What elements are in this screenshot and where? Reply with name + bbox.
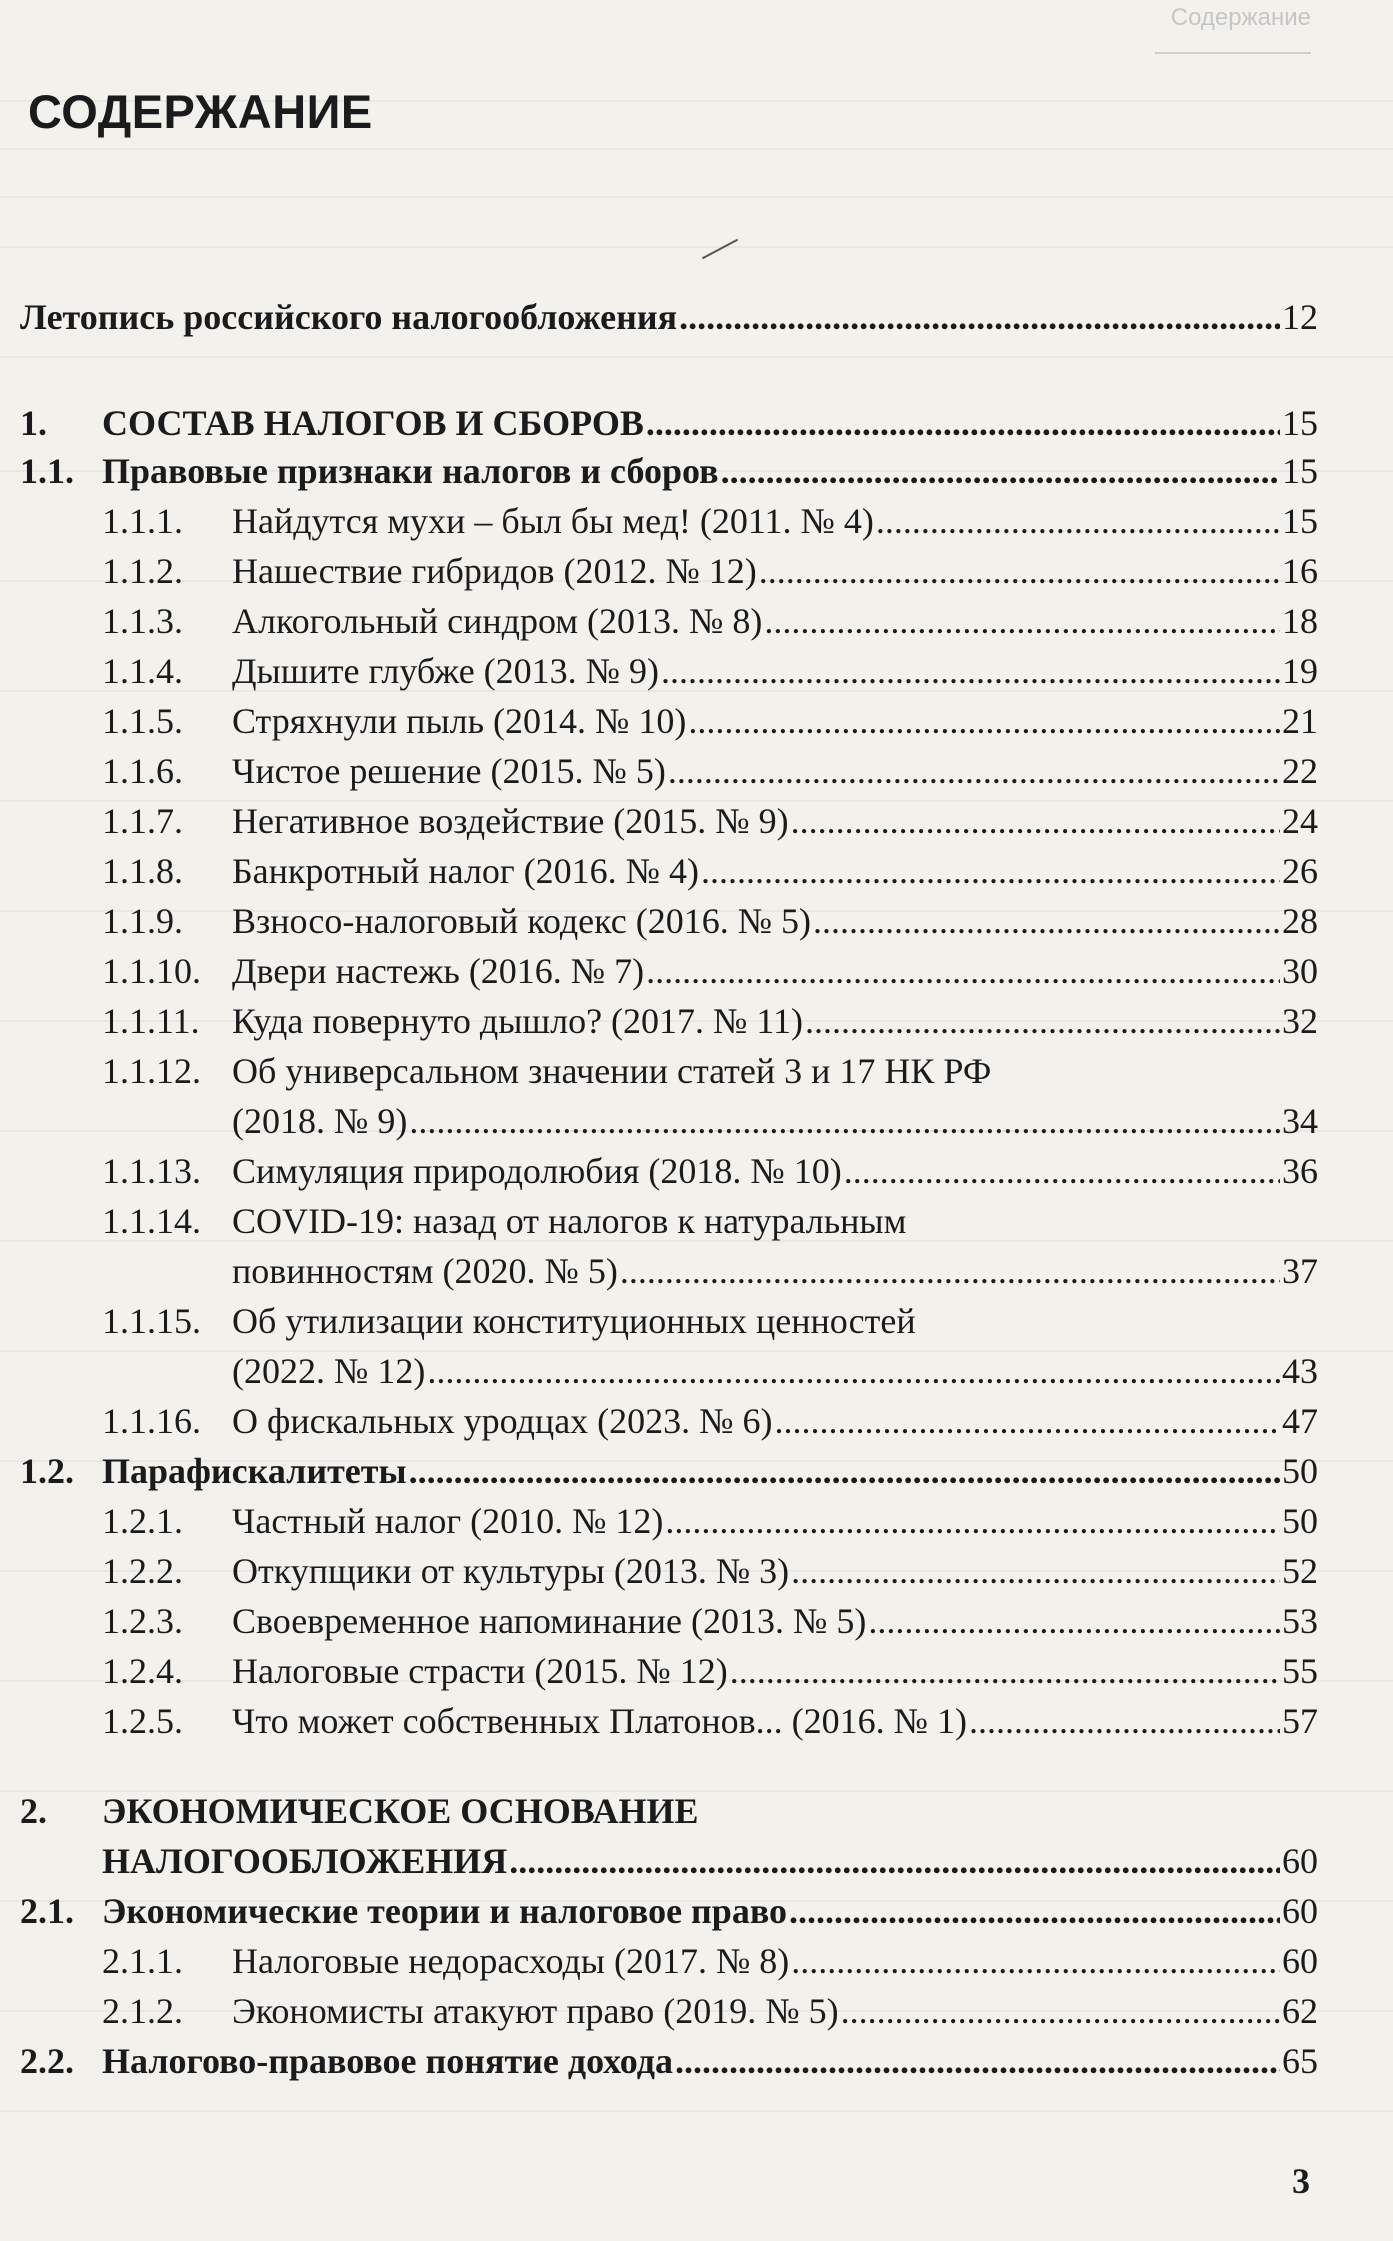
- toc-entry[interactable]: [0, 1696, 1318, 1746]
- toc-entry[interactable]: [0, 596, 1318, 646]
- toc-entry-title: НАЛОГООБЛОЖЕНИЯ: [102, 1841, 508, 1881]
- dot-leader: [409, 1096, 1280, 1146]
- toc-entry[interactable]: [0, 696, 1318, 746]
- toc-entry-page: 28: [1282, 901, 1318, 941]
- toc-entry-number: 1.1.14.: [102, 1201, 201, 1241]
- dot-leader: [876, 496, 1280, 546]
- toc-entry-title-line1: Об универсальном значении статей 3 и 17 НК РФ: [232, 1051, 992, 1091]
- toc-entry-page: 37: [1282, 1251, 1318, 1291]
- toc-entry-number: 1.1.3.: [102, 601, 183, 641]
- toc-entry[interactable]: [0, 1546, 1318, 1596]
- toc-entry-number: 1.1.2.: [102, 551, 183, 591]
- toc-entry-title: Негативное воздействие (2015. № 9): [232, 801, 789, 841]
- dot-leader: [427, 1346, 1280, 1396]
- toc-entry-number: 1.1.10.: [102, 951, 201, 991]
- toc-entry[interactable]: [0, 1146, 1318, 1196]
- toc-entry-page: 24: [1282, 801, 1318, 841]
- toc-entry-page: 15: [1282, 451, 1318, 491]
- toc-entry-title-line1: COVID-19: назад от налогов к натуральным: [232, 1201, 907, 1241]
- dot-leader: [509, 1836, 1280, 1886]
- pen-mark: [702, 239, 738, 260]
- toc-entry[interactable]: [0, 646, 1318, 696]
- toc-entry-title: Налоговые страсти (2015. № 12): [232, 1651, 728, 1691]
- toc-entry-page: 15: [1282, 403, 1318, 443]
- toc-entry-title: Налогово-правовое понятие дохода: [102, 2041, 673, 2081]
- toc-entry-page: 26: [1282, 851, 1318, 891]
- toc-entry-number: 1.1.6.: [102, 751, 183, 791]
- dot-leader: [721, 446, 1280, 496]
- toc-entry[interactable]: [0, 2036, 1318, 2086]
- toc-entry-number: 1.1.9.: [102, 901, 183, 941]
- toc-entry-title: Парафискалитеты: [102, 1451, 407, 1491]
- toc-entry-page: 19: [1282, 651, 1318, 691]
- toc-entry-title: Алкогольный синдром (2013. № 8): [232, 601, 763, 641]
- toc-entry-title: Налоговые недорасходы (2017. № 8): [232, 1941, 790, 1981]
- toc-entry[interactable]: [0, 846, 1318, 896]
- toc-entry-title-line1: ЭКОНОМИЧЕСКОЕ ОСНОВАНИЕ: [102, 1791, 699, 1831]
- toc-entry-number: 1.1.8.: [102, 851, 183, 891]
- toc-entry-page: 15: [1282, 501, 1318, 541]
- toc-entry-page: 43: [1282, 1351, 1318, 1391]
- toc-entry[interactable]: [0, 1986, 1318, 2036]
- dot-leader: [791, 1546, 1280, 1596]
- toc-entry-number: 1.1.15.: [102, 1301, 201, 1341]
- toc-entry-page: 47: [1282, 1401, 1318, 1441]
- page-title: СОДЕРЖАНИЕ: [28, 85, 373, 138]
- running-head-rule: [1155, 52, 1311, 54]
- dot-leader: [646, 946, 1280, 996]
- toc-entry[interactable]: [0, 796, 1318, 846]
- toc-entry-number: 1.1.11.: [102, 1001, 200, 1041]
- toc-entry-number: 1.1.13.: [102, 1151, 201, 1191]
- toc-entry-page: 50: [1282, 1501, 1318, 1541]
- toc-entry[interactable]: [0, 546, 1318, 596]
- toc-entry-title: Частный налог (2010. № 12): [232, 1501, 664, 1541]
- dot-leader: [668, 746, 1280, 796]
- toc-entry-number: 2.1.2.: [102, 1991, 183, 2031]
- dot-leader: [646, 398, 1280, 448]
- toc-entry-title: Двери настежь (2016. № 7): [232, 951, 645, 991]
- dot-leader: [791, 796, 1280, 846]
- toc-entry[interactable]: [0, 946, 1318, 996]
- toc-entry-page: 12: [1282, 297, 1318, 337]
- toc-entry-title: Дышите глубже (2013. № 9): [232, 651, 659, 691]
- dot-leader: [969, 1696, 1280, 1746]
- toc-entry[interactable]: [0, 1596, 1318, 1646]
- toc-entry-number: 1.2.: [20, 1451, 74, 1491]
- toc-entry[interactable]: [0, 1886, 1318, 1936]
- toc-entry-number: 1.1.1.: [102, 501, 183, 541]
- toc-entry-number: 1.1.5.: [102, 701, 183, 741]
- toc-entry[interactable]: [0, 1646, 1318, 1696]
- toc-entry-title: Правовые признаки налогов и сборов: [102, 451, 719, 491]
- running-head: Содержание: [1170, 4, 1311, 31]
- toc-entry-title: Что может собственных Платонов... (2016. № 1): [232, 1701, 967, 1741]
- toc-entry-title: (2022. № 12): [232, 1351, 426, 1391]
- toc-entry-title: (2018. № 9): [232, 1101, 408, 1141]
- dot-leader: [844, 1146, 1280, 1196]
- toc-entry-number: 2.: [20, 1791, 47, 1831]
- dot-leader: [759, 546, 1280, 596]
- toc-entry-page: 65: [1282, 2041, 1318, 2081]
- page-number: 3: [1292, 2161, 1310, 2201]
- toc-entry-page: 53: [1282, 1601, 1318, 1641]
- toc-entry-title: Стряхнули пыль (2014. № 10): [232, 701, 687, 741]
- toc-entry-title: О фискальных уродцах (2023. № 6): [232, 1401, 773, 1441]
- toc-entry-page: 60: [1282, 1941, 1318, 1981]
- toc-entry-number: 2.1.1.: [102, 1941, 183, 1981]
- toc-entry-page: 62: [1282, 1991, 1318, 2031]
- toc-entry-title: Летопись российского налогообложения: [20, 297, 678, 337]
- toc-entry-page: 36: [1282, 1151, 1318, 1191]
- toc-entry[interactable]: [0, 1496, 1318, 1546]
- toc-entry-page: 60: [1282, 1841, 1318, 1881]
- toc-entry-page: 60: [1282, 1891, 1318, 1931]
- toc-entry-page: 22: [1282, 751, 1318, 791]
- toc-entry-title: Откупщики от культуры (2013. № 3): [232, 1551, 790, 1591]
- dot-leader: [679, 292, 1280, 342]
- toc-entry-number: 1.2.4.: [102, 1651, 183, 1691]
- dot-leader: [789, 1886, 1280, 1936]
- dot-leader: [620, 1246, 1280, 1296]
- toc-entry-number: 1.1.: [20, 451, 74, 491]
- dot-leader: [764, 596, 1280, 646]
- toc-entry[interactable]: [0, 446, 1318, 496]
- toc-entry-page: 32: [1282, 1001, 1318, 1041]
- toc-entry[interactable]: [0, 496, 1318, 546]
- dot-leader: [688, 696, 1280, 746]
- toc-entry[interactable]: [0, 896, 1318, 946]
- toc-entry-title: Банкротный налог (2016. № 4): [232, 851, 699, 891]
- dot-leader: [841, 1986, 1280, 2036]
- toc-entry-page: 57: [1282, 1701, 1318, 1741]
- toc-entry[interactable]: [0, 1446, 1318, 1496]
- toc-entry-page: 30: [1282, 951, 1318, 991]
- toc-entry-number: 2.1.: [20, 1891, 74, 1931]
- toc-entry-page: 16: [1282, 551, 1318, 591]
- dot-leader: [409, 1446, 1280, 1496]
- toc-entry-title-line1: Об утилизации конституционных ценностей: [232, 1301, 916, 1341]
- toc-entry-number: 1.2.1.: [102, 1501, 183, 1541]
- toc-entry[interactable]: [0, 996, 1318, 1046]
- toc-entry-title: Чистое решение (2015. № 5): [232, 751, 666, 791]
- toc-entry-title: повинностям (2020. № 5): [232, 1251, 618, 1291]
- toc-entry-title: СОСТАВ НАЛОГОВ И СБОРОВ: [102, 403, 644, 443]
- toc-entry-title: Своевременное напоминание (2013. № 5): [232, 1601, 867, 1641]
- toc-entry-title: Куда повернуто дышло? (2017. № 11): [232, 1001, 804, 1041]
- toc-entry-number: 1.1.7.: [102, 801, 183, 841]
- dot-leader: [775, 1396, 1281, 1446]
- toc-entry-page: 18: [1282, 601, 1318, 641]
- toc-entry-title: Найдутся мухи – был бы мед! (2011. № 4): [232, 501, 874, 541]
- toc-entry[interactable]: [0, 398, 1318, 448]
- toc-entry-page: 55: [1282, 1651, 1318, 1691]
- toc-entry-page: 21: [1282, 701, 1318, 741]
- dot-leader: [791, 1936, 1280, 1986]
- dot-leader: [665, 1496, 1280, 1546]
- dot-leader: [701, 846, 1280, 896]
- toc-entry[interactable]: [0, 1396, 1318, 1446]
- toc-entry[interactable]: [0, 1936, 1318, 1986]
- toc-entry[interactable]: [0, 292, 1318, 342]
- toc-entry-number: 1.2.5.: [102, 1701, 183, 1741]
- toc-entry-number: 1.1.4.: [102, 651, 183, 691]
- toc-entry-number: 1.1.16.: [102, 1401, 201, 1441]
- dot-leader: [661, 646, 1280, 696]
- toc-entry-page: 52: [1282, 1551, 1318, 1591]
- toc-entry-number: 2.2.: [20, 2041, 74, 2081]
- dot-leader: [868, 1596, 1280, 1646]
- dot-leader: [730, 1646, 1280, 1696]
- toc-entry-number: 1.2.3.: [102, 1601, 183, 1641]
- toc-entry-title: Экономические теории и налоговое право: [102, 1891, 788, 1931]
- toc-entry-number: 1.1.12.: [102, 1051, 201, 1091]
- toc-entry-title: Нашествие гибридов (2012. № 12): [232, 551, 757, 591]
- dot-leader: [675, 2036, 1280, 2086]
- toc-entry-page: 50: [1282, 1451, 1318, 1491]
- toc-entry-number: 1.2.2.: [102, 1551, 183, 1591]
- dot-leader: [805, 996, 1280, 1046]
- toc-entry-title: Экономисты атакуют право (2019. № 5): [232, 1991, 839, 2031]
- toc-entry-page: 34: [1282, 1101, 1318, 1141]
- toc-entry-title: Взносо-налоговый кодекс (2016. № 5): [232, 901, 812, 941]
- dot-leader: [813, 896, 1280, 946]
- toc-entry-number: 1.: [20, 403, 47, 443]
- toc-entry[interactable]: [0, 746, 1318, 796]
- toc-entry-title: Симуляция природолюбия (2018. № 10): [232, 1151, 842, 1191]
